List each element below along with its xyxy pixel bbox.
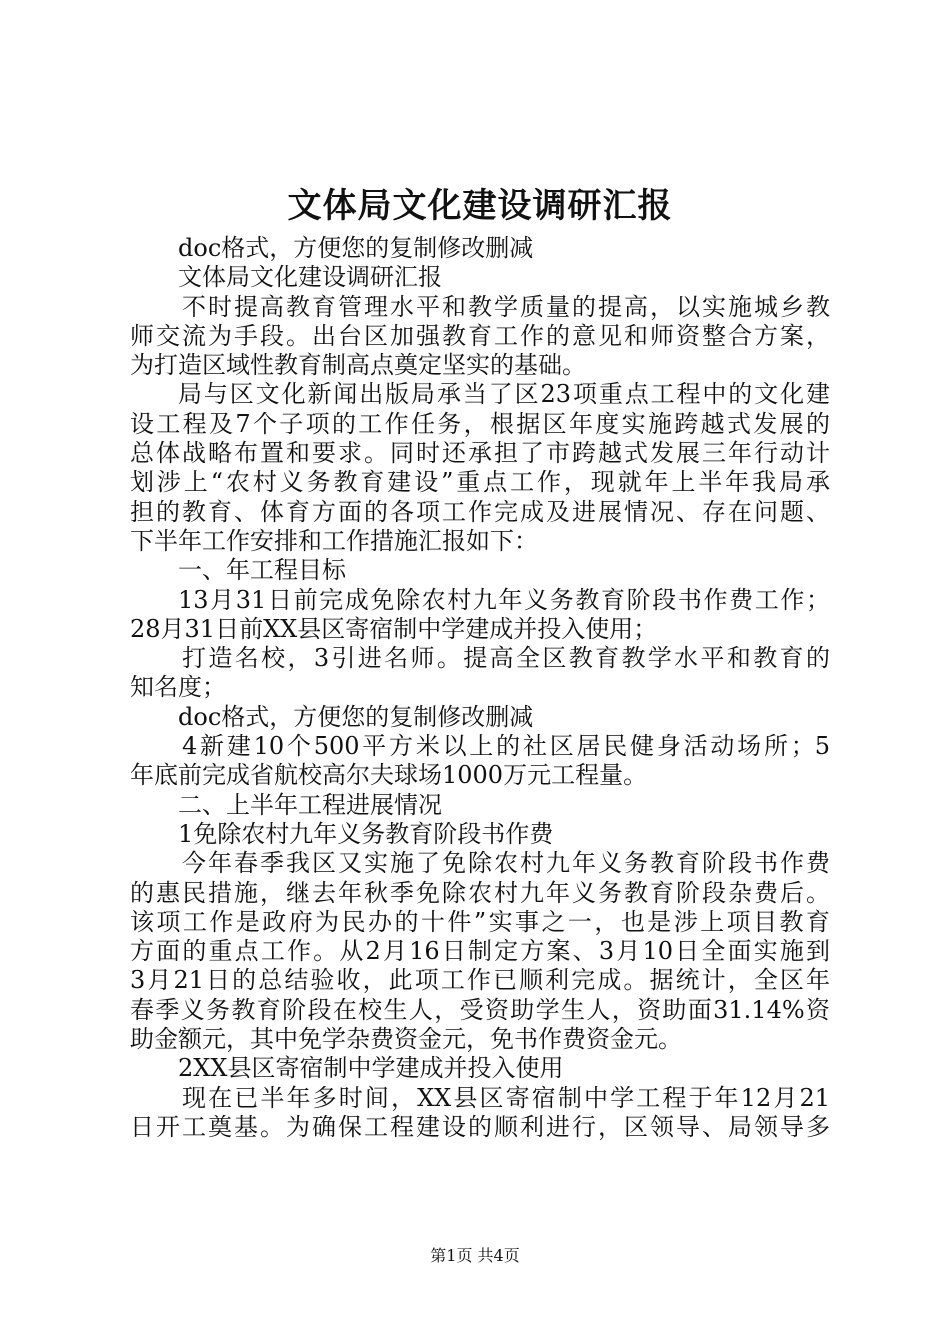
body-line: 划涉上“农村义务教育建设”重点工作，现就年上半年我局承 <box>130 468 830 497</box>
body-line: 13月31日前完成免除农村九年义务教育阶段书作费工作； <box>178 585 830 614</box>
body-line: 的惠民措施，继去年秋季免除农村九年义务教育阶段杂费后。 <box>130 878 830 907</box>
document-body <box>130 234 830 1142</box>
subsection-heading: 1免除农村九年义务教育阶段书作费 <box>178 819 554 848</box>
body-line: 局与区文化新闻出版局承当了区23项重点工程中的文化建 <box>178 380 830 409</box>
body-line: 打造名校，3引进名师。提高全区教育教学水平和教育的 <box>182 644 830 673</box>
body-line: 知名度； <box>130 673 226 702</box>
body-line: 4新建10个500平方米以上的社区居民健身活动场所；5 <box>182 732 830 761</box>
body-line: 为打造区域性教育制高点奠定坚实的基础。 <box>130 351 586 380</box>
body-line: 设工程及7个子项的工作任务，根据区年度实施跨越式发展的 <box>130 409 830 438</box>
section-heading: 二、上半年工程进展情况 <box>178 790 442 819</box>
body-line: 日开工奠基。为确保工程建设的顺利进行，区领导、局领导多 <box>130 1112 830 1141</box>
body-line: 3月21日的总结验收，此项工作已顺利完成。据统计，全区年 <box>130 966 830 995</box>
body-line: 现在已半年多时间，XX县区寄宿制中学工程于年12月21 <box>182 1083 830 1112</box>
document-title: 文体局文化建设调研汇报 <box>287 186 673 226</box>
body-line: 28月31日前XX县区寄宿制中学建成并投入使用； <box>130 614 658 643</box>
body-line: 该项工作是政府为民办的十件”实事之一，也是涉上项目教育 <box>130 907 830 936</box>
page-footer: 第1页 共4页 <box>430 1246 520 1265</box>
body-line: 总体战略布置和要求。同时还承担了市跨越式发展三年行动计 <box>130 439 830 468</box>
body-line: 今年春季我区又实施了免除农村九年义务教育阶段书作费 <box>182 849 830 878</box>
body-line: 方面的重点工作。从2月16日制定方案、3月10日全面实施到 <box>130 937 830 966</box>
body-line: 春季义务教育阶段在校生人，受资助学生人，资助面31.14%资 <box>130 995 830 1024</box>
body-line: 师交流为手段。出台区加强教育工作的意见和师资整合方案， <box>130 321 830 350</box>
section-heading: 一、年工程目标 <box>178 556 346 585</box>
body-line: doc格式，方便您的复制修改删减 <box>178 702 534 731</box>
body-line: 不时提高教育管理水平和教学质量的提高，以实施城乡教 <box>182 292 830 321</box>
body-line: doc格式，方便您的复制修改删减 <box>178 234 534 262</box>
body-line: 助金额元，其中免学杂费资金元，免书作费资金元。 <box>130 1025 682 1054</box>
body-line: 文体局文化建设调研汇报 <box>178 263 442 292</box>
subsection-heading: 2XX县区寄宿制中学建成并投入使用 <box>178 1054 564 1083</box>
body-line: 下半年工作安排和工作措施汇报如下： <box>130 526 538 555</box>
body-line: 担的教育、体育方面的各项工作完成及进展情况、存在问题、 <box>130 497 830 526</box>
body-line: 年底前完成省航校高尔夫球场1000万元工程量。 <box>130 761 648 790</box>
